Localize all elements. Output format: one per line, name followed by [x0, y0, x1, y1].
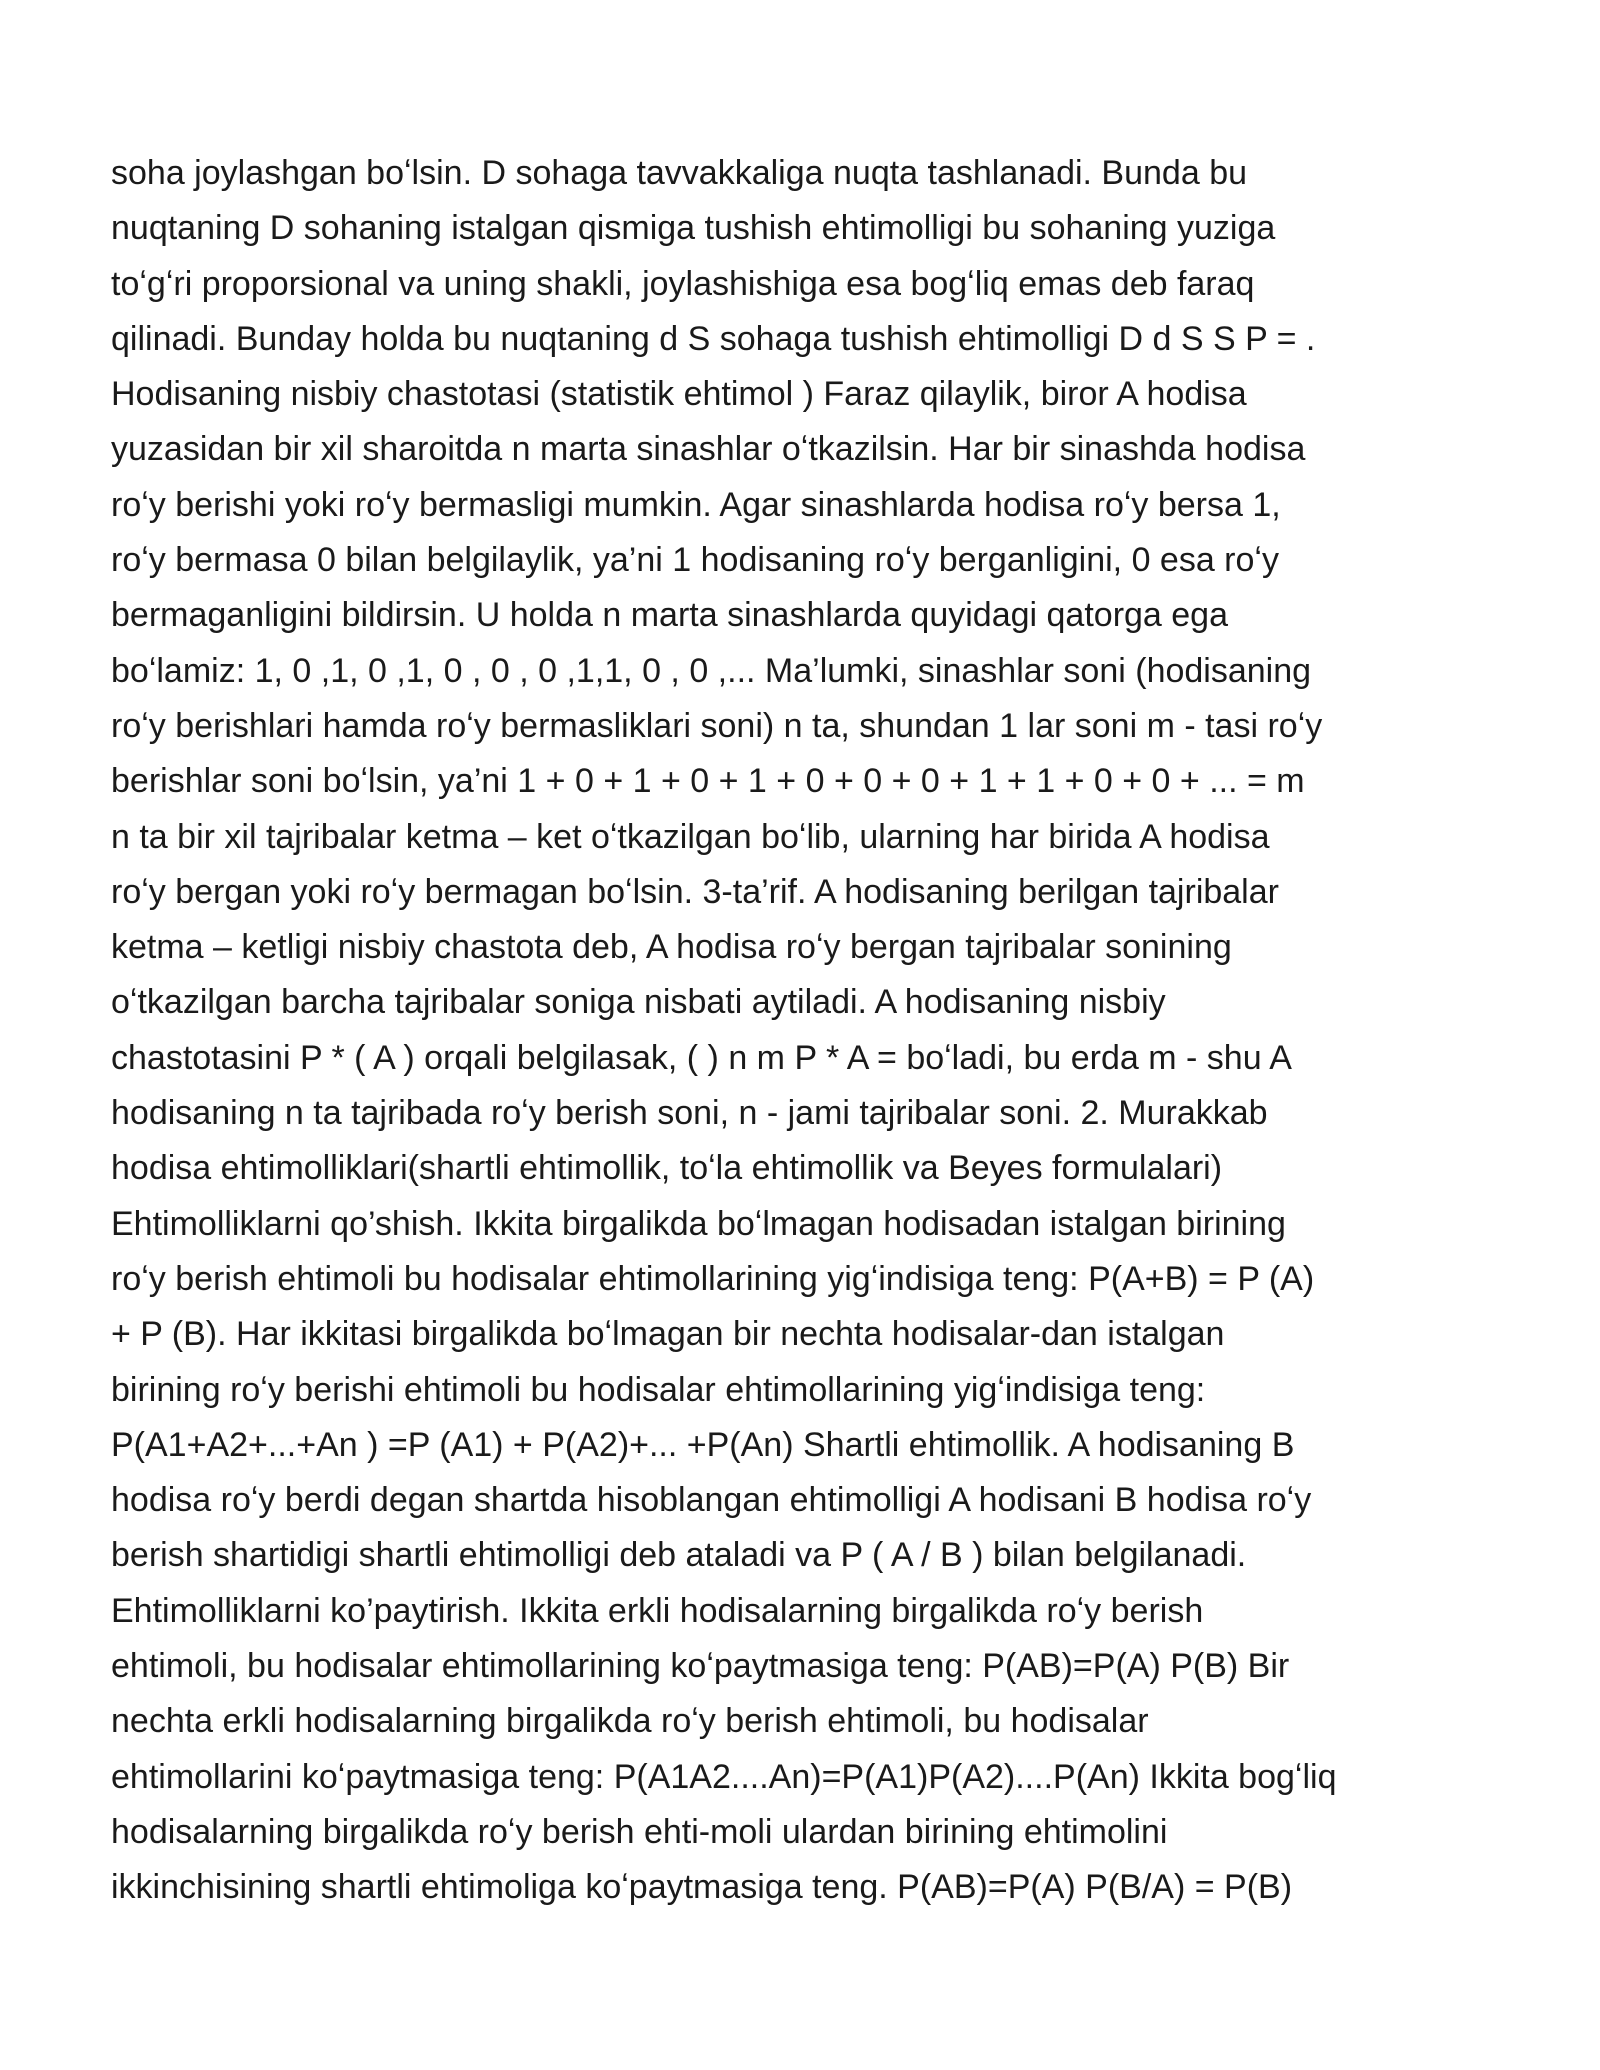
text-line: hodisalarning birgalikda roʻy berish ehti-moli ulardan birining ehtimolini: [111, 1812, 1168, 1851]
text-line: oʻtkazilgan barcha tajribalar soniga nisbati aytiladi. A hodisaning nisbiy: [111, 983, 1166, 1022]
text-line: roʻy bergan yoki roʻy bermagan boʻlsin. 3-ta’rif. A hodisaning berilgan tajribalar: [111, 872, 1279, 911]
text-line: yuzasidan bir xil sharoitda n marta sinashlar oʻtkazilsin. Har bir sinashda hodisa: [111, 430, 1306, 469]
text-line: hodisa roʻy berdi degan shartda hisoblangan ehtimolligi A hodisani B hodisa roʻy: [111, 1481, 1312, 1520]
text-line: Ehtimolliklarni ko’paytirish. Ikkita erkli hodisalarning birgalikda roʻy berish: [111, 1591, 1204, 1630]
text-line: + P (B). Har ikkitasi birgalikda boʻlmagan bir nechta hodisalar-dan istalgan: [111, 1315, 1225, 1354]
text-line: hodisa ehtimolliklari(shartli ehtimollik, toʻla ehtimollik va Beyes formulalari): [111, 1149, 1223, 1188]
text-line: ikkinchisining shartli ehtimoliga koʻpaytmasiga teng. P(AB)=P(A) P(B/A) = P(B): [111, 1868, 1293, 1907]
text-line: roʻy bermasa 0 bilan belgilaylik, ya’ni 1 hodisaning roʻy berganligini, 0 esa roʻy: [111, 541, 1279, 580]
text-line: chastotasini P * ( A ) orqali belgilasak, ( ) n m P * A = boʻladi, bu erda m - shu A: [111, 1038, 1292, 1077]
text-line: birining roʻy berishi ehtimoli bu hodisalar ehtimollarining yigʻindisiga teng:: [111, 1370, 1206, 1409]
text-line: berish shartidigi shartli ehtimolligi deb ataladi va P ( A / B ) bilan belgilanadi.: [111, 1536, 1247, 1575]
text-line: soha joylashgan boʻlsin. D sohaga tavvakkaliga nuqta tashlanadi. Bunda bu: [111, 154, 1248, 192]
text-line: ehtimollarini koʻpaytmasiga teng: P(A1A2....An)=P(A1)P(A2)....P(An) Ikkita bogʻliq: [111, 1757, 1337, 1796]
text-line: bermaganligini bildirsin. U holda n marta sinashlarda quyidagi qatorga ega: [111, 596, 1229, 635]
text-line: hodisaning n ta tajribada roʻy berish soni, n - jami tajribalar soni. 2. Murakkab: [111, 1094, 1268, 1133]
text-line: qilinadi. Bunday holda bu nuqtaning d S sohaga tushish ehtimolligi D d S S P = .: [111, 319, 1316, 358]
text-line: ehtimoli, bu hodisalar ehtimollarining koʻpaytmasiga teng: P(AB)=P(A) P(B) Bir: [111, 1647, 1290, 1686]
text-line: berishlar soni boʻlsin, ya’ni 1 + 0 + 1 + 0 + 1 + 0 + 0 + 0 + 1 + 1 + 0 + 0 + ... = m: [111, 762, 1305, 801]
body-text: [111, 146, 1511, 1916]
text-line: ketma – ketligi nisbiy chastota deb, A hodisa roʻy bergan tajribalar sonining: [111, 928, 1232, 967]
text-line: roʻy berishi yoki roʻy bermasligi mumkin. Agar sinashlarda hodisa roʻy bersa 1,: [111, 485, 1281, 524]
text-line: roʻy berishlari hamda roʻy bermasliklari soni) n ta, shundan 1 lar soni m - tasi roʻy: [111, 706, 1323, 745]
text-line: boʻlamiz: 1, 0 ,1, 0 ,1, 0 , 0 , 0 ,1,1, 0 , 0 ,... Ma’lumki, sinashlar soni (hodisaning: [111, 651, 1312, 690]
text-line: nuqtaning D sohaning istalgan qismiga tushish ehtimolligi bu sohaning yuziga: [111, 209, 1276, 248]
text-line: toʻgʻri proporsional va uning shakli, joylashishiga esa bogʻliq emas deb faraq: [111, 264, 1255, 303]
text-line: Hodisaning nisbiy chastotasi (statistik ehtimol ) Faraz qilaylik, biror A hodisa: [111, 375, 1247, 414]
text-line: roʻy berish ehtimoli bu hodisalar ehtimollarining yigʻindisiga teng: P(A+B) = P (A): [111, 1259, 1315, 1298]
text-line: P(A1+A2+...+An ) =P (A1) + P(A2)+... +P(An) Shartli ehtimollik. A hodisaning B: [111, 1425, 1295, 1464]
text-line: Ehtimolliklarni qo’shish. Ikkita birgalikda boʻlmagan hodisadan istalgan birining: [111, 1204, 1286, 1243]
text-line: nechta erkli hodisalarning birgalikda roʻy berish ehtimoli, bu hodisalar: [111, 1702, 1149, 1741]
text-line: n ta bir xil tajribalar ketma – ket oʻtkazilgan boʻlib, ularning har birida A hodisa: [111, 817, 1270, 856]
